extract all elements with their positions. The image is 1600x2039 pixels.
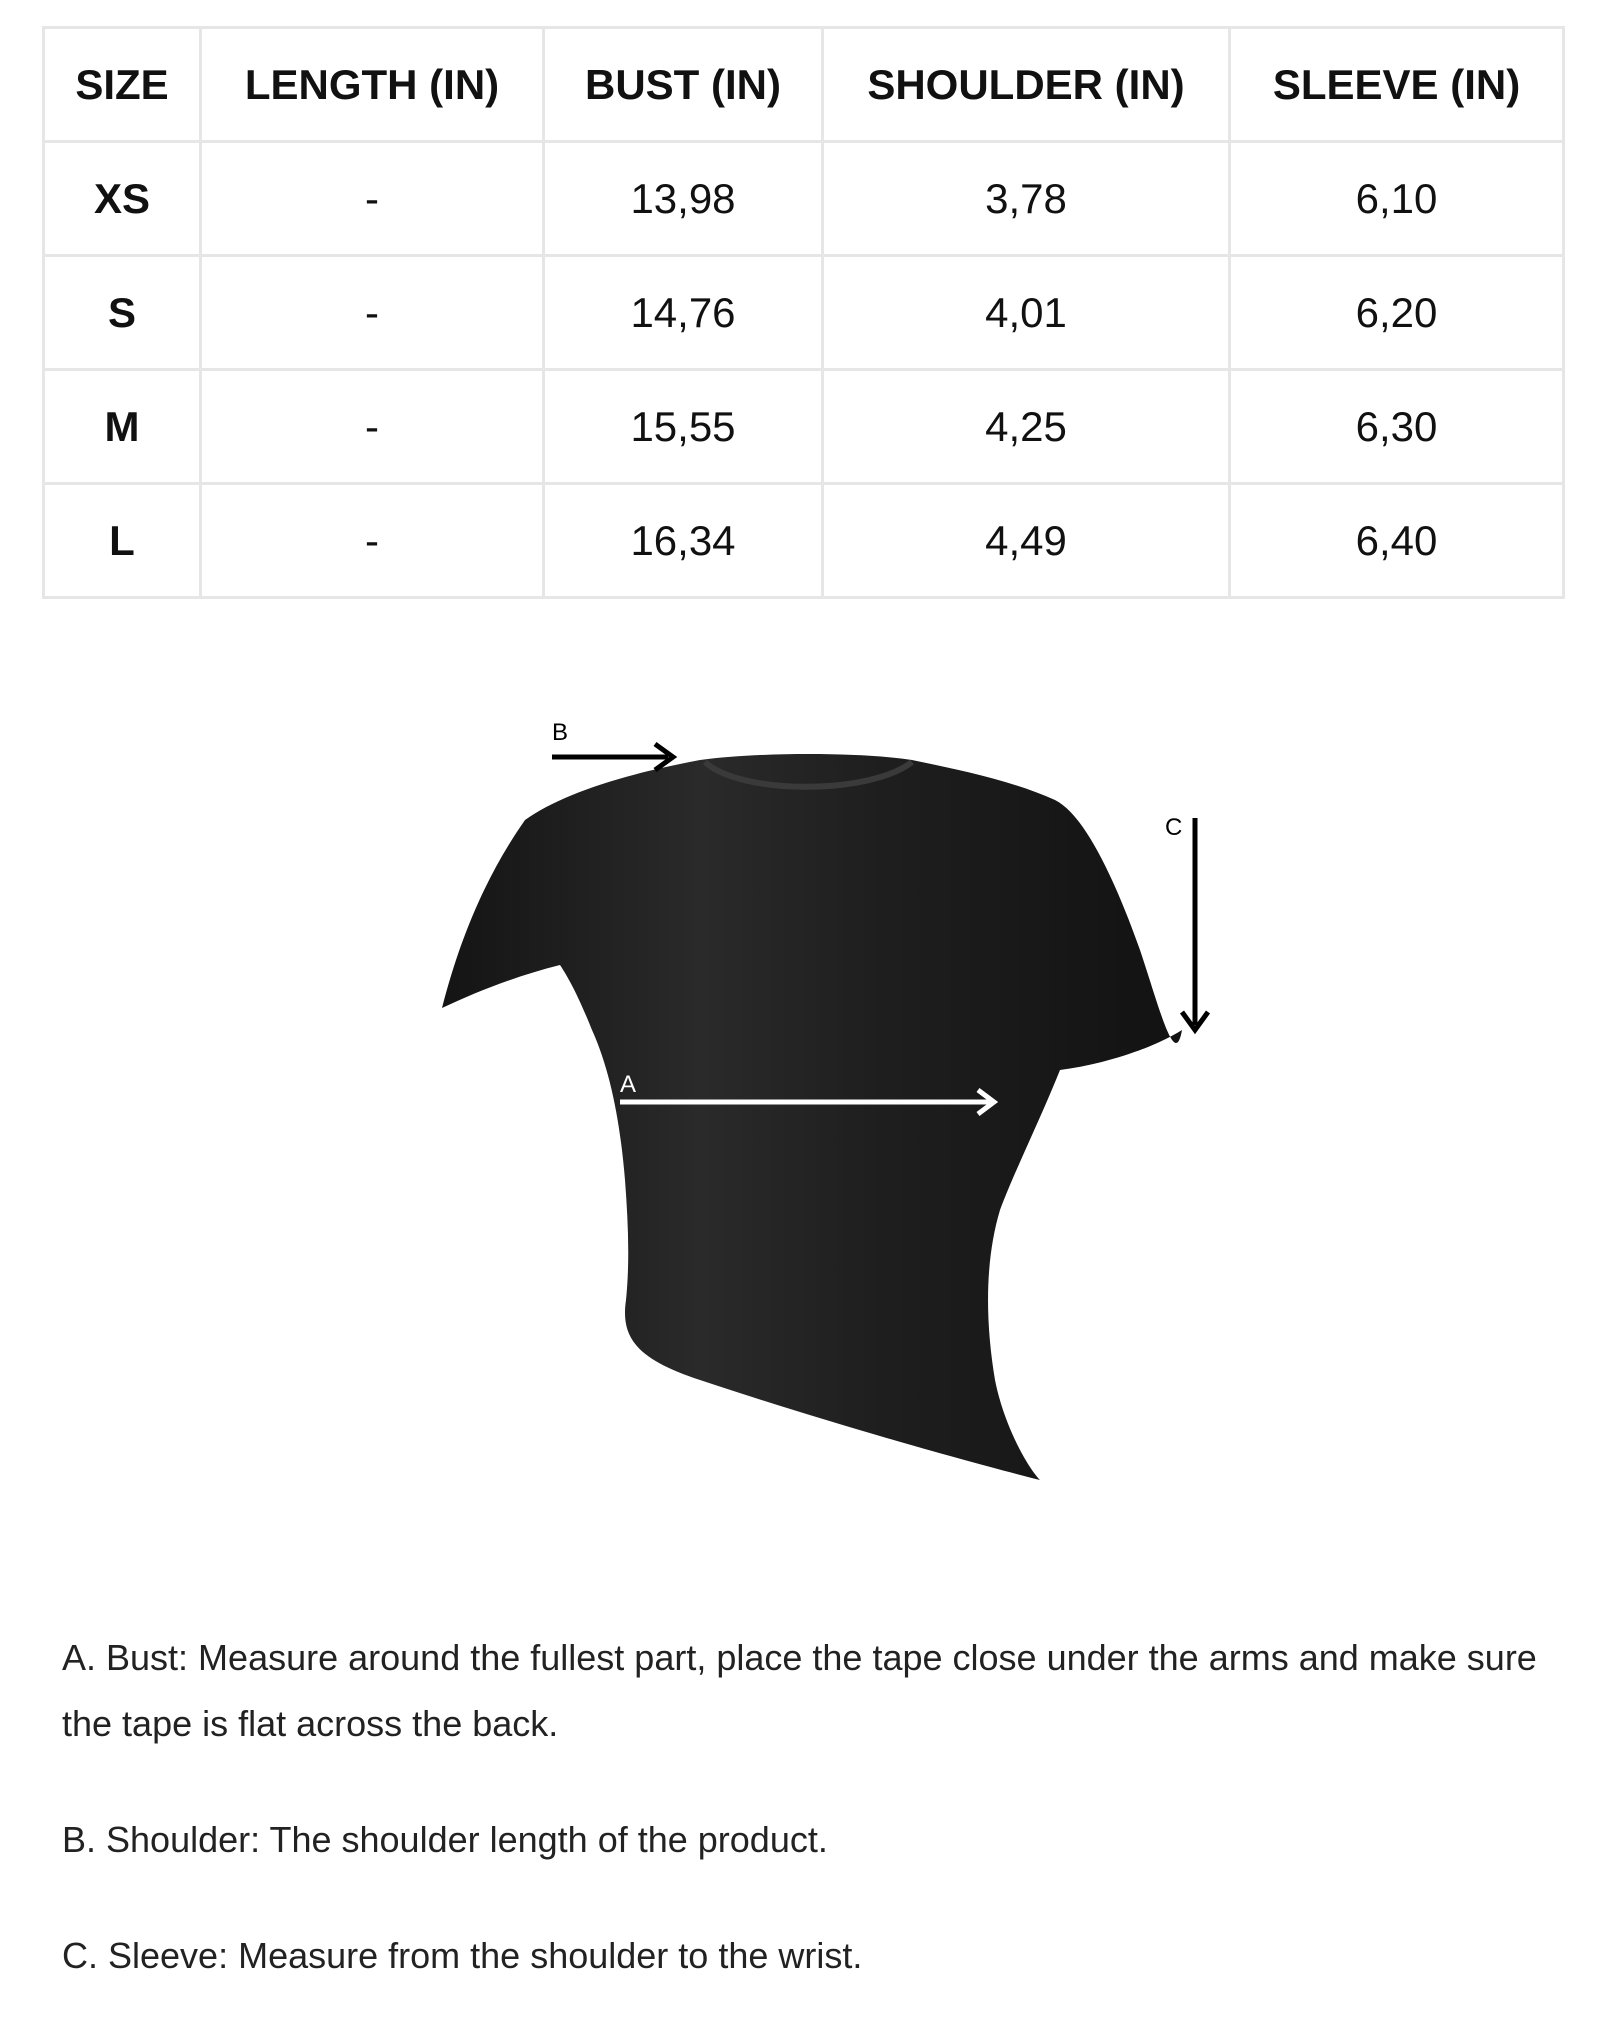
sleeve-cell: 6,10 [1230, 142, 1564, 256]
bust-cell: 15,55 [544, 370, 823, 484]
sleeve-cell: 6,30 [1230, 370, 1564, 484]
bust-cell: 14,76 [544, 256, 823, 370]
note-bust: A. Bust: Measure around the fullest part, place the tape close under the arms and make sure the tape is flat across the back. [62, 1637, 1537, 1744]
bust-cell: 16,34 [544, 484, 823, 598]
table-row [44, 370, 1564, 484]
shoulder-cell: 4,01 [823, 256, 1230, 370]
tshirt-illustration [442, 754, 1182, 1480]
bust-cell: 13,98 [544, 142, 823, 256]
size-cell: M [44, 370, 201, 484]
size-cell: S [44, 256, 201, 370]
table-header-row [44, 28, 1564, 142]
table-row [44, 256, 1564, 370]
label-b: B [552, 719, 569, 746]
header-length: LENGTH (IN) [201, 28, 544, 142]
measurement-notes [62, 1625, 1552, 2039]
table-row [44, 484, 1564, 598]
length-cell: - [201, 484, 544, 598]
header-sleeve: SLEEVE (IN) [1230, 28, 1564, 142]
size-cell: XS [44, 142, 201, 256]
measurement-diagram [0, 700, 1600, 1520]
size-cell: L [44, 484, 201, 598]
sleeve-cell: 6,40 [1230, 484, 1564, 598]
shoulder-cell: 4,49 [823, 484, 1230, 598]
shoulder-cell: 4,25 [823, 370, 1230, 484]
length-cell: - [201, 142, 544, 256]
table-row [44, 142, 1564, 256]
sleeve-cell: 6,20 [1230, 256, 1564, 370]
header-shoulder: SHOULDER (IN) [823, 28, 1230, 142]
header-bust: BUST (IN) [544, 28, 823, 142]
length-cell: - [201, 370, 544, 484]
note-sleeve: C. Sleeve: Measure from the shoulder to the wrist. [62, 1935, 863, 1976]
header-size: SIZE [44, 28, 201, 142]
label-a: A [620, 1071, 637, 1098]
size-chart-table [42, 26, 1565, 599]
note-shoulder: B. Shoulder: The shoulder length of the product. [62, 1819, 828, 1860]
label-c: C [1165, 814, 1183, 841]
length-cell: - [201, 256, 544, 370]
shoulder-cell: 3,78 [823, 142, 1230, 256]
